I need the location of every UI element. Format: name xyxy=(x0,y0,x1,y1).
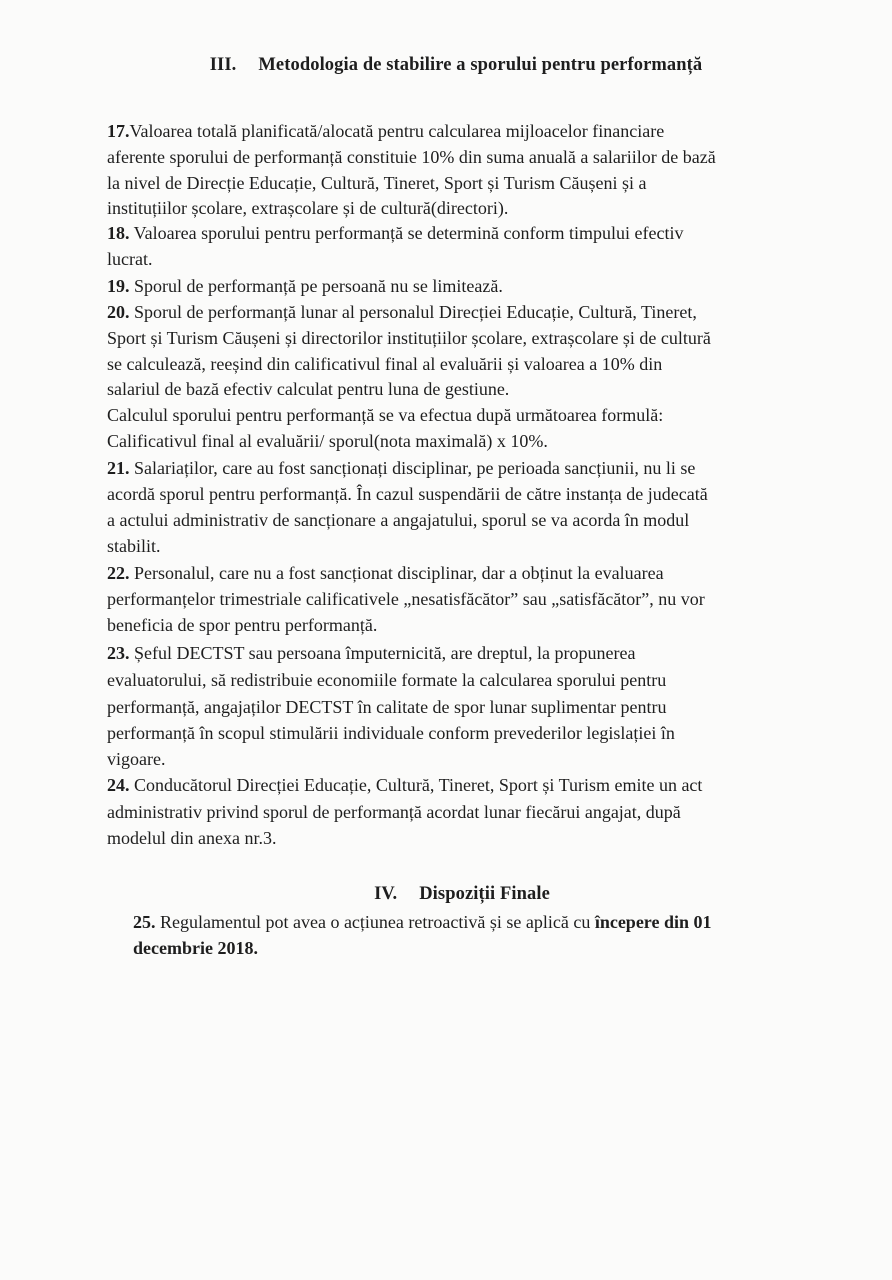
paragraph-24-line-2: administrativ privind sporul de performanță acordat lunar fiecărui angajat, după xyxy=(107,802,681,822)
paragraph-20-line-4: salariul de bază efectiv calculat pentru luna de gestiune. xyxy=(107,379,510,399)
text: Sporul de performanță lunar al personalul Direcției Educație, Cultură, Tineret, xyxy=(129,302,697,322)
paragraph-23-line-3: performanță, angajaților DECTST în calitate de spor lunar suplimentar pentru xyxy=(107,697,667,717)
paragraph-22-line-1 xyxy=(107,561,664,585)
paragraph-17-line-3: la nivel de Direcție Educație, Cultură, Tineret, Sport și Turism Căușeni și a xyxy=(107,173,647,193)
item-number: 24. xyxy=(107,775,130,795)
text: Valoarea sporului pentru performanță se determină conform timpului efectiv xyxy=(129,223,684,243)
paragraph-24-line-3: modelul din anexa nr.3. xyxy=(107,828,277,848)
text: Personalul, care nu a fost sancționat disciplinar, dar a obținut la evaluarea xyxy=(129,563,664,583)
item-number: 20. xyxy=(107,302,130,322)
item-number: 18. xyxy=(107,223,130,243)
paragraph-25-line-1 xyxy=(133,910,711,934)
bold-date-start: începere din 01 xyxy=(594,912,712,932)
paragraph-17-line-1 xyxy=(107,119,664,143)
item-number: 22. xyxy=(107,563,130,583)
section-heading-iii xyxy=(10,55,892,76)
paragraph-25-line-2 xyxy=(133,936,258,960)
paragraph-20-line-1 xyxy=(107,300,697,324)
paragraph-17-line-4: instituțiilor școlare, extrașcolare și de cultură(directori). xyxy=(107,198,509,218)
bold-date-end: decembrie 2018. xyxy=(133,938,258,958)
item-number: 23. xyxy=(107,643,130,663)
item-number: 25. xyxy=(133,912,156,932)
section-heading-iv xyxy=(16,884,892,905)
paragraph-21-line-2: acordă sporul pentru performanță. În cazul suspendării de către instanța de judecată xyxy=(107,484,708,504)
paragraph-24-line-1 xyxy=(107,773,702,797)
paragraph-20-line-2: Sport și Turism Căușeni și directorilor instituțiilor școlare, extrașcolare și de cultură xyxy=(107,328,711,348)
text: Salariaților, care au fost sancționați disciplinar, pe perioada sancțiunii, nu li se xyxy=(129,458,696,478)
item-number: 19. xyxy=(107,276,130,296)
paragraph-18-line-1 xyxy=(107,221,683,245)
paragraph-21-line-4: stabilit. xyxy=(107,536,161,556)
paragraph-21-line-1 xyxy=(107,456,695,480)
paragraph-18-line-2: lucrat. xyxy=(107,249,153,269)
text: Sporul de performanță pe persoană nu se limitează. xyxy=(129,276,503,296)
paragraph-23-line-1 xyxy=(107,641,636,665)
section-title: Dispoziții Finale xyxy=(419,884,550,904)
paragraph-22-line-2: performanțelor trimestriale calificativele „nesatisfăcător” sau „satisfăcător”, nu vor xyxy=(107,589,705,609)
text: Conducătorul Direcției Educație, Cultură, Tineret, Sport și Turism emite un act xyxy=(129,775,703,795)
paragraph-22-line-3: beneficia de spor pentru performanță. xyxy=(107,615,378,635)
text: Șeful DECTST sau persoana împuternicită, are dreptul, la propunerea xyxy=(129,643,636,663)
paragraph-20-line-3: se calculează, reeșind din calificativul final al evaluării și valoarea a 10% din xyxy=(107,354,663,374)
item-number: 21. xyxy=(107,458,130,478)
paragraph-23-line-5: vigoare. xyxy=(107,749,166,769)
paragraph-20-line-5: Calculul sporului pentru performanță se va efectua după următoarea formulă: xyxy=(107,405,664,425)
paragraph-23-line-2: evaluatorului, să redistribuie economiile formate la calcularea sporului pentru xyxy=(107,670,667,690)
text: Regulamentul pot avea o acțiunea retroactivă și se aplică cu xyxy=(155,912,595,932)
paragraph-20-line-6: Calificativul final al evaluării/ sporul(nota maximală) x 10%. xyxy=(107,431,548,451)
text: Valoarea totală planificată/alocată pentru calcularea mijloacelor financiare xyxy=(129,121,665,141)
paragraph-19-line-1 xyxy=(107,274,503,298)
section-number: III. xyxy=(209,55,237,75)
paragraph-21-line-3: a actului administrativ de sancționare a angajatului, sporul se va acorda în modul xyxy=(107,510,690,530)
section-number: IV. xyxy=(374,884,398,904)
item-number: 17. xyxy=(107,121,130,141)
paragraph-23-line-4: performanță în scopul stimulării individuale conform prevederilor legislației în xyxy=(107,723,675,743)
paragraph-17-line-2: aferente sporului de performanță constituie 10% din suma anuală a salariilor de bază xyxy=(107,147,716,167)
section-title: Metodologia de stabilire a sporului pentru performanță xyxy=(258,55,703,75)
